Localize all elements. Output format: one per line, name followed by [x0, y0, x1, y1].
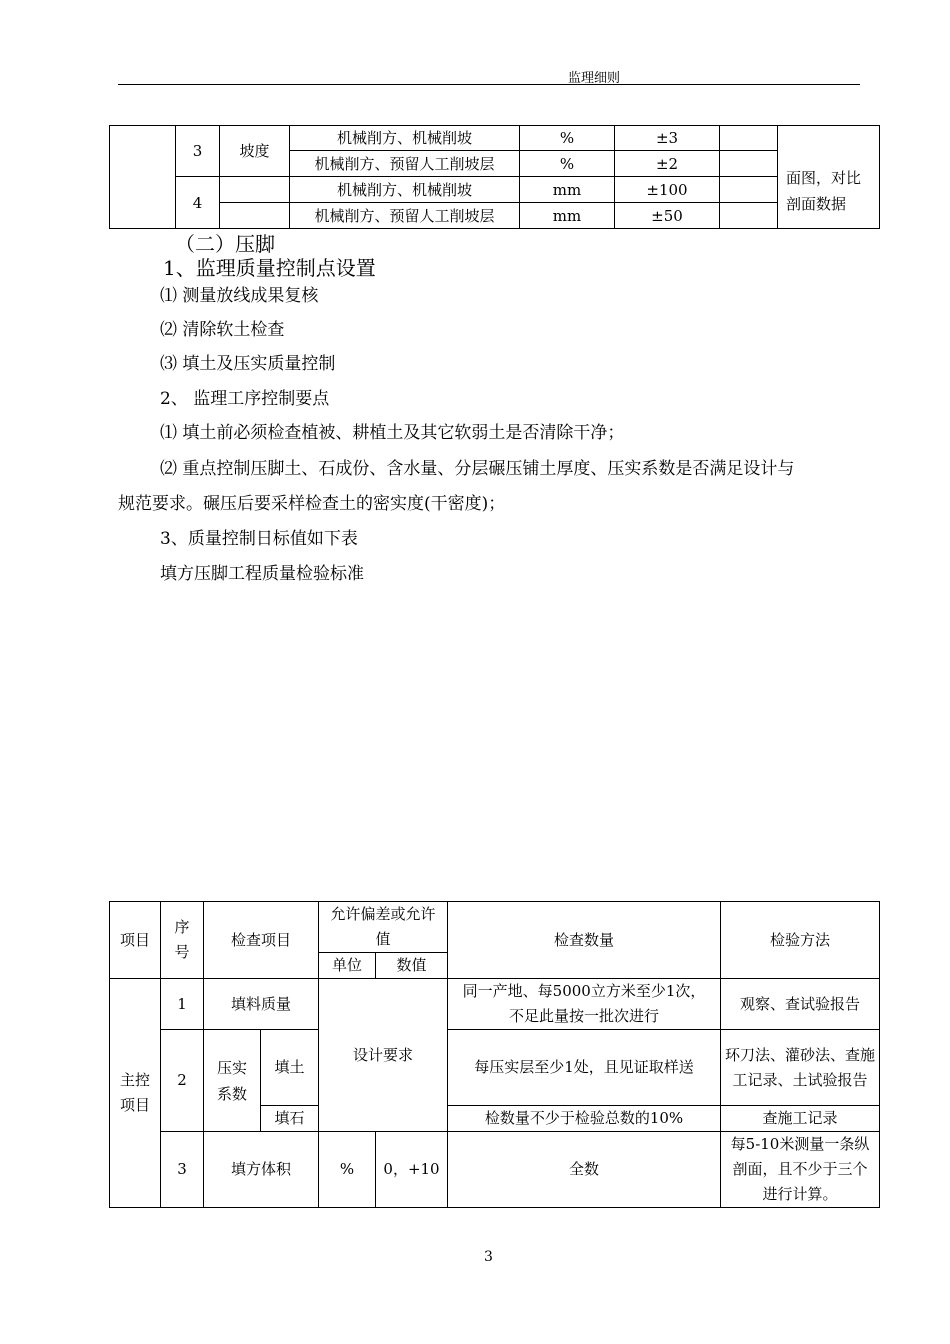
- header-no: [161, 902, 204, 979]
- row-no: 2: [161, 1030, 204, 1132]
- row-method: 查施工记录: [721, 1106, 880, 1132]
- body-line: 2、 监理工序控制要点: [160, 389, 330, 409]
- body-line: 规范要求。碾压后要采样检查土的密实度(干密度)；: [118, 494, 506, 514]
- body-line: ⑶ 填土及压实质量控制: [160, 354, 336, 374]
- row-item: [220, 177, 290, 203]
- row-no: 3: [161, 1132, 204, 1208]
- row-method: [721, 1030, 880, 1106]
- group-text: 主控项目: [119, 1071, 150, 1114]
- row-no: 4: [176, 177, 220, 229]
- row-method-text: 每5-10米测量一条纵剖面，且不少于三个进行计算。: [730, 1135, 870, 1203]
- body-line: ⑵ 重点控制压脚土、石成份、含水量、分层碾压铺土厚度、压实系数是否满足设计与: [160, 459, 795, 479]
- section-title: （二）压脚: [175, 232, 275, 256]
- row-method: 机械削方、预留人工削坡层: [290, 151, 520, 177]
- body-line: ⑴ 填土前必须检查植被、耕植土及其它软弱土是否清除干净；: [160, 423, 625, 443]
- body-line: ⑵ 清除软土检查: [160, 320, 285, 340]
- row-check: 填料质量: [204, 979, 319, 1030]
- blank-cell: [720, 203, 778, 229]
- backfill-inspection-table: [109, 901, 880, 1208]
- row-value: ±50: [615, 203, 720, 229]
- row-unit: mm: [520, 203, 615, 229]
- slope-tolerance-table: [109, 125, 880, 229]
- header-title: 监理细则: [568, 71, 621, 86]
- table-caption: 填方压脚工程质量检验标准: [160, 564, 364, 584]
- header-unit: 单位: [319, 953, 376, 979]
- row-method-text: 环刀法、灌砂法、查施工记录、土试验报告: [725, 1045, 876, 1089]
- row-check: 填方体积: [204, 1132, 319, 1208]
- header-value: 数值: [376, 953, 448, 979]
- header-no-text: 序号: [174, 918, 190, 961]
- blank-cell: [720, 177, 778, 203]
- page-number: 3: [484, 1249, 493, 1265]
- row-item: 坡度: [220, 126, 290, 177]
- header-tolerance-text: 允许偏差或允许值: [330, 905, 436, 948]
- row-no: 3: [176, 126, 220, 177]
- row-quantity: [448, 979, 721, 1030]
- blank-cell: [220, 203, 290, 229]
- body-line: ⑴ 测量放线成果复核: [160, 286, 319, 306]
- row-quantity: 每压实层至少1处，且见证取样送: [448, 1030, 721, 1106]
- row-value: 0，+10: [376, 1132, 448, 1208]
- row-unit: %: [319, 1132, 376, 1208]
- row-quantity: 全数: [448, 1132, 721, 1208]
- row-check-text: 压实系数: [216, 1058, 247, 1103]
- body-line: 3、质量控制日标值如下表: [160, 529, 358, 549]
- header-tolerance: [319, 902, 448, 953]
- row-value: ±2: [615, 151, 720, 177]
- row-check: [204, 1030, 261, 1132]
- header-method: 检验方法: [721, 902, 880, 979]
- blank-cell: [720, 126, 778, 151]
- header-item: 项目: [110, 902, 161, 979]
- row-method: 机械削方、机械削坡: [290, 126, 520, 151]
- row-sub: 填石: [261, 1106, 319, 1132]
- row-tolerance: 设计要求: [319, 979, 448, 1132]
- header-quantity: 检查数量: [448, 902, 721, 979]
- group-cell: [110, 979, 161, 1208]
- row-unit: %: [520, 151, 615, 177]
- header-divider: [118, 84, 860, 85]
- row-value: ±100: [615, 177, 720, 203]
- row-method: 机械削方、预留人工削坡层: [290, 203, 520, 229]
- row-unit: mm: [520, 177, 615, 203]
- row-value: ±3: [615, 126, 720, 151]
- row-method: 机械削方、机械削坡: [290, 177, 520, 203]
- row-method: [721, 1132, 880, 1208]
- row-method: 观察、查试验报告: [721, 979, 880, 1030]
- blank-cell: [110, 126, 176, 229]
- row-quantity: 检数量不少于检验总数的10%: [448, 1106, 721, 1132]
- note-cell: [778, 126, 880, 229]
- row-quantity-text: 同一产地、每5000立方米至少1次，不足此量按一批次进行: [462, 982, 706, 1025]
- row-unit: %: [520, 126, 615, 151]
- row-sub: 填土: [261, 1030, 319, 1106]
- note-text: 面图，对比剖面数据: [786, 169, 862, 213]
- section-subtitle: 1、监理质量控制点设置: [163, 256, 376, 280]
- header-check-item: 检查项目: [204, 902, 319, 979]
- row-no: 1: [161, 979, 204, 1030]
- blank-cell: [720, 151, 778, 177]
